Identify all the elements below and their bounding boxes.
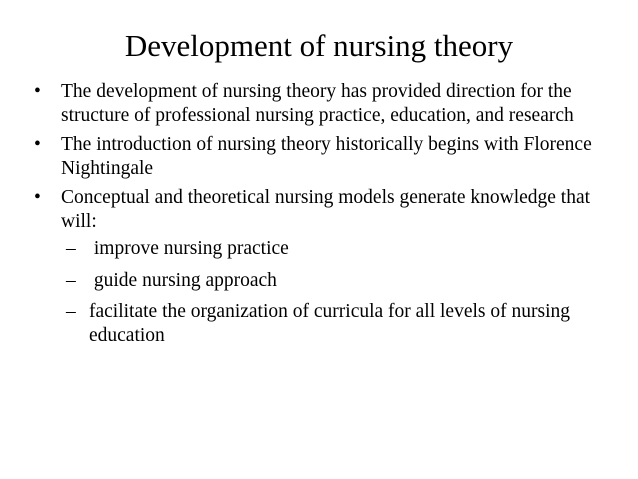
bullet-item [34, 133, 609, 180]
bullet-text: The development of nursing theory has provided direction for the structure of professional nursing practice, education, and research [61, 81, 574, 126]
bullet-text: Conceptual and theoretical nursing models generate knowledge that will: [61, 187, 591, 232]
bullet-item [34, 186, 609, 347]
bullet-text: The introduction of nursing theory historically begins with Florence Nightingale [61, 134, 592, 179]
sub-bullet-item [61, 237, 609, 261]
bullet-icon: • [34, 187, 41, 208]
sub-bullet-text: facilitate the organization of curricula for all levels of nursing education [89, 301, 570, 346]
bullet-item [34, 80, 609, 127]
sub-bullet-item [61, 300, 609, 347]
sub-bullet-item [61, 269, 609, 293]
dash-icon: – [66, 301, 76, 322]
dash-icon: – [66, 238, 76, 259]
bullet-icon: • [34, 134, 41, 155]
sub-bullet-text: guide nursing approach [89, 269, 277, 291]
bullet-icon: • [34, 81, 41, 102]
bullet-list [34, 80, 609, 355]
dash-icon: – [66, 269, 76, 291]
slide-title: Development of nursing theory [124, 28, 514, 63]
sub-bullet-list [61, 237, 609, 347]
sub-bullet-text: improve nursing practice [89, 238, 289, 259]
